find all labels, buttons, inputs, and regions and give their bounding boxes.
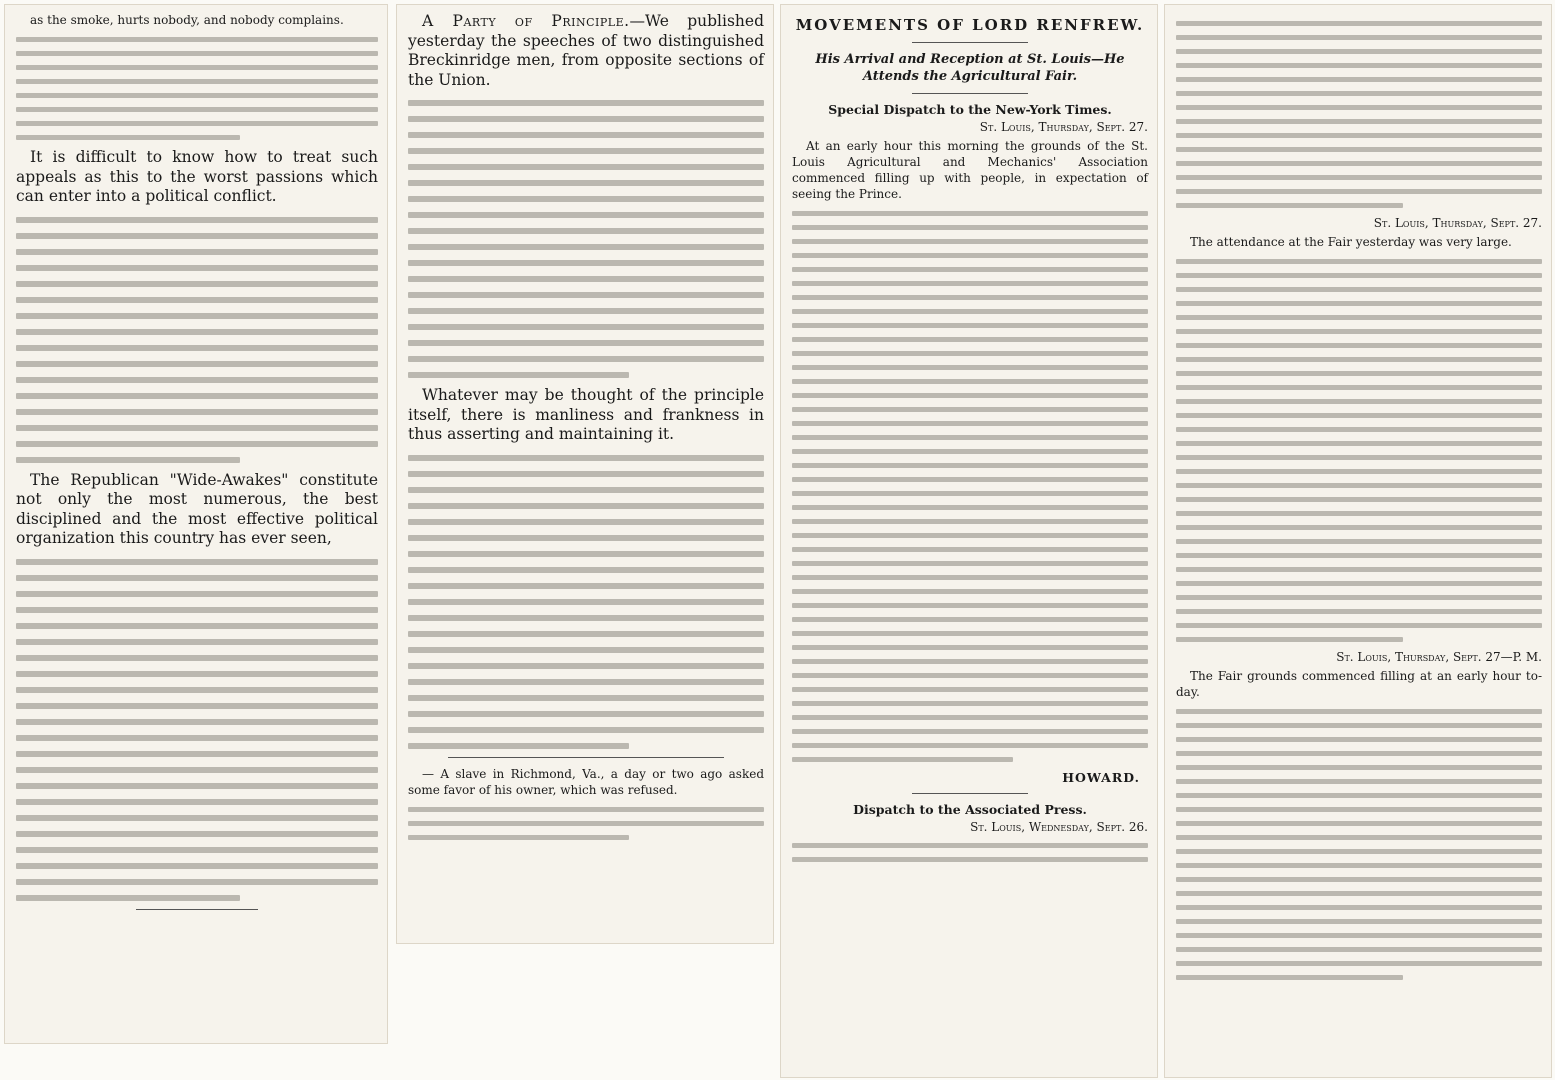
col3-mid-rule [912, 793, 1028, 794]
col3-sub-rule [912, 93, 1028, 94]
col1-excerpt-2: It is difficult to know how to treat such appeals as this to the worst passions which can enter into a political conflict. [16, 148, 378, 205]
col2-rule [448, 757, 724, 758]
column-editorial-wide-awakes [4, 4, 388, 1044]
col4-placeholder-text [1176, 21, 1542, 208]
col3-excerpt: At an early hour this morning the grounds of the St. Louis Agricultural and Mechanics' Association commenced filling up with people, in expectation of seeing the Prince. [792, 139, 1148, 201]
col3-dispatch-2-dateline: St. Louis, Wednesday, Sept. 26. [970, 820, 1148, 834]
col4-placeholder-text-2 [1176, 259, 1542, 642]
col4-excerpt-1: The attendance at the Fair yesterday was very large. [1190, 235, 1512, 249]
column-lord-renfrew [780, 4, 1158, 1078]
col2-title: A Party of Principle. [422, 12, 630, 30]
col2-excerpt-2: Whatever may be thought of the principle itself, there is manliness and frankness in thus asserting and maintaining it. [408, 386, 764, 443]
col2-placeholder-text [408, 100, 764, 378]
col2-placeholder-text-3 [408, 807, 764, 840]
col4-dateline-1: St. Louis, Thursday, Sept. 27. [1373, 216, 1542, 230]
col4-excerpt-2: The Fair grounds commenced filling at an early hour to-day. [1176, 669, 1542, 699]
col1-placeholder-text [16, 37, 378, 140]
col2-excerpt-1: We published yesterday the speeches of two distinguished Breckinridge men, from opposite sections of the Union. [408, 12, 765, 89]
col1-placeholder-text-2 [16, 217, 378, 463]
col2-lead: A Party of Principle.—We published yesterday the speeches of two distinguished Breckinridge men, from opposite sections of the Union. [408, 12, 765, 89]
col2-placeholder-text-2 [408, 455, 764, 749]
col1-excerpt-3: The Republican "Wide-Awakes" constitute not only the most numerous, the best disciplined and the most effective political organization this country has ever seen, [16, 470, 378, 547]
col3-signoff: HOWARD. [1062, 770, 1140, 785]
col3-placeholder-text-2 [792, 843, 1148, 862]
col1-excerpt-1: as the smoke, hurts nobody, and nobody complains. [30, 13, 344, 27]
col2-excerpt-3: — A slave in Richmond, Va., a day or two ago asked some favor of his owner, which was refused. [408, 766, 764, 797]
col3-dispatch-1-dateline: St. Louis, Thursday, Sept. 27. [979, 120, 1148, 134]
column-st-louis-continued [1164, 4, 1552, 1078]
col3-dispatch-2-head: Dispatch to the Associated Press. [853, 802, 1087, 817]
col3-dispatch-1-head: Special Dispatch to the New-York Times. [828, 102, 1112, 117]
col1-placeholder-text-3 [16, 559, 378, 901]
col1-end-rule [136, 909, 258, 910]
column-party-of-principle [396, 4, 774, 944]
col4-dateline-2: St. Louis, Thursday, Sept. 27—P. M. [1336, 650, 1542, 664]
col4-placeholder-text-3 [1176, 709, 1542, 980]
col3-headline: MOVEMENTS OF LORD RENFREW. [795, 16, 1145, 34]
col3-head-rule [912, 42, 1028, 43]
col3-subheadline: His Arrival and Reception at St. Louis—He Attends the Agricultural Fair. [815, 52, 1125, 84]
col3-placeholder-text [792, 211, 1148, 762]
